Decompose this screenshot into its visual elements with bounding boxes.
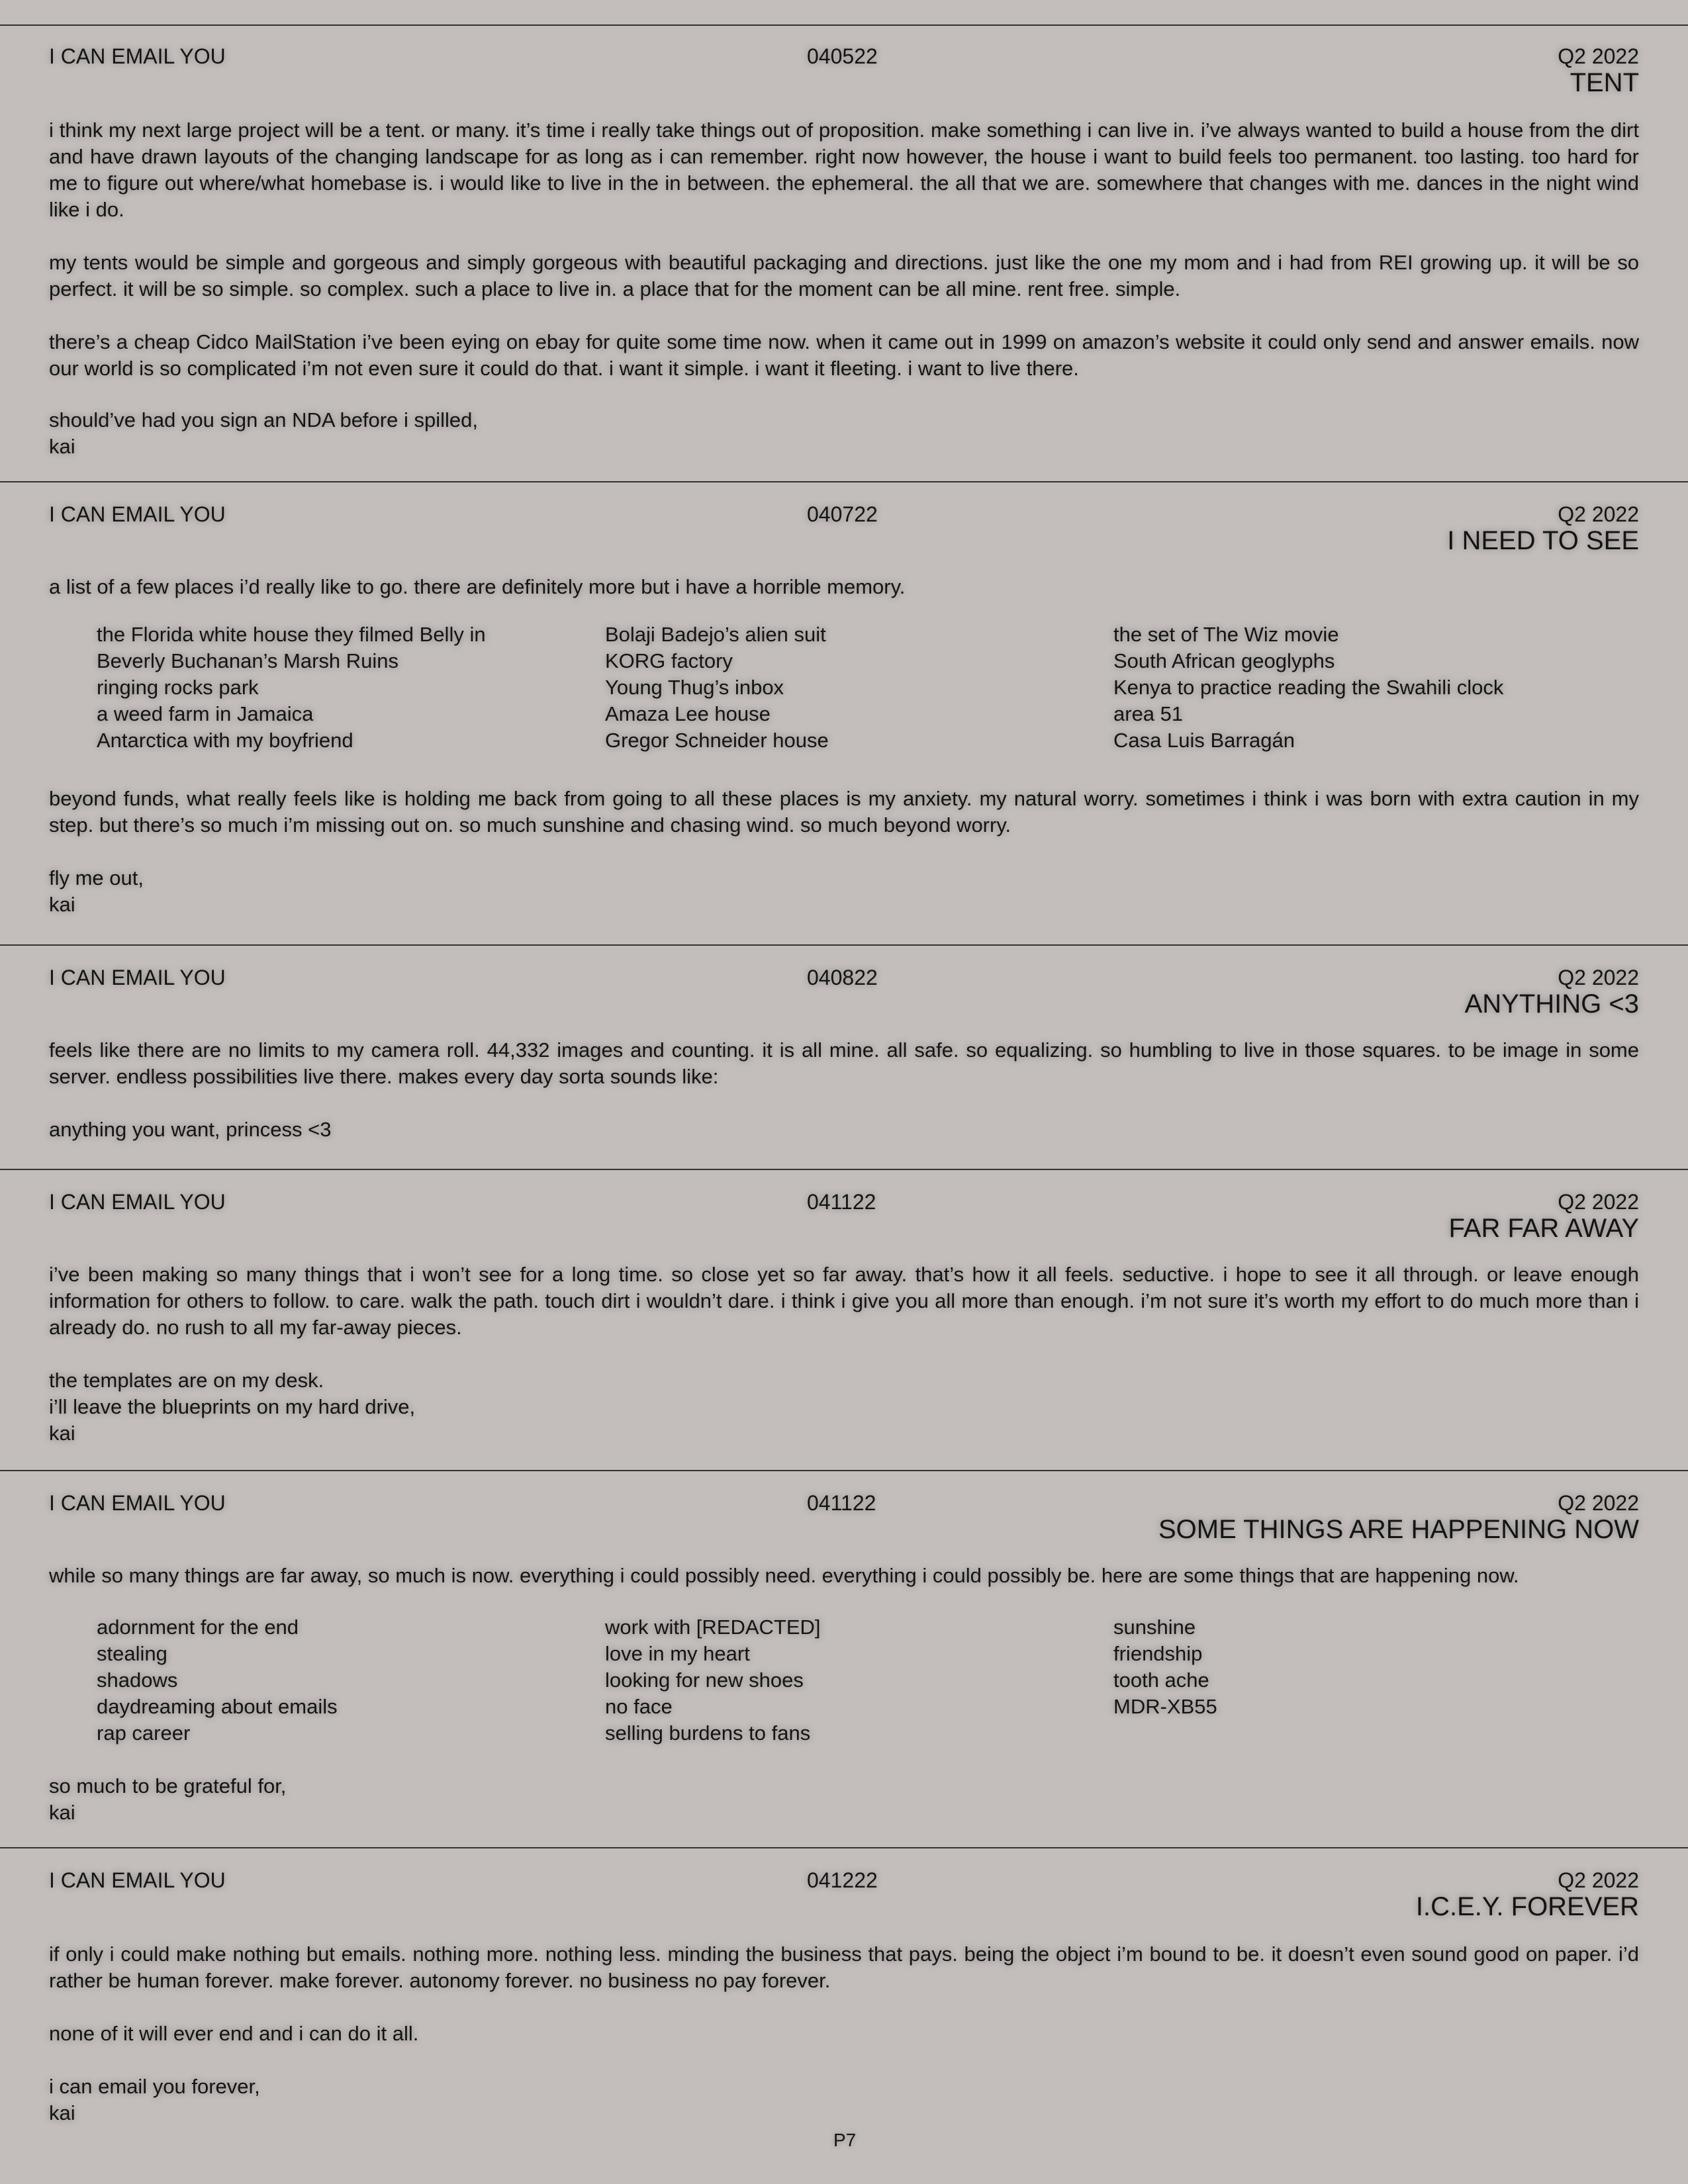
list-item: no face — [605, 1695, 673, 1718]
email-entry-some-things-happening — [0, 1470, 1688, 1848]
series-label: I CAN EMAIL YOU — [49, 44, 226, 68]
list-item: ringing rocks park — [97, 676, 259, 699]
series-label: I CAN EMAIL YOU — [49, 966, 226, 989]
list-item: tooth ache — [1113, 1668, 1209, 1692]
list-item: work with [REDACTED] — [605, 1615, 821, 1639]
series-label: I CAN EMAIL YOU — [49, 1491, 226, 1515]
list-item: sunshine — [1113, 1615, 1196, 1639]
list-item: looking for new shoes — [605, 1668, 804, 1692]
signature: kai — [49, 893, 75, 916]
list-item: Casa Luis Barragán — [1113, 729, 1295, 752]
entry-code: 040722 — [807, 502, 878, 526]
list-column — [1113, 1614, 1603, 1720]
list-item: Bolaji Badejo’s alien suit — [605, 623, 826, 646]
list-column — [1113, 621, 1603, 754]
paragraph: beyond funds, what really feels like is holding me back from going to all these places is my anxiety. my natural worry. sometimes i think i was born with extra caution in my step. but there’s so much i’m missing out on. so much sunshine and chasing wind. so much beyond worry. — [49, 787, 1639, 837]
list-item: Young Thug’s inbox — [605, 676, 784, 699]
list-column — [97, 621, 586, 754]
series-label: I CAN EMAIL YOU — [49, 1868, 226, 1892]
paragraph: if only i could make nothing but emails. nothing more. nothing less. minding the business that pays. being the object i’m bound to be. it doesn’t even sound good on paper. i’d rather be human forever. make forever. autonomy forever. no business no pay forever. — [49, 1942, 1639, 1992]
signature: kai — [49, 1422, 75, 1445]
list-item: a weed farm in Jamaica — [97, 702, 314, 725]
paragraph: none of it will ever end and i can do it all. — [49, 2022, 419, 2045]
entry-quarter: Q2 2022 — [1558, 1868, 1639, 1892]
signoff-line: anything you want, princess <3 — [49, 1118, 332, 1141]
entry-code: 040822 — [807, 966, 878, 989]
intro-text: while so many things are far away, so much is now. everything i could possibly need. everything i could possibly be. here are some things that are happening now. — [49, 1564, 1519, 1587]
entry-code: 041122 — [807, 1491, 876, 1515]
email-entry-anything — [0, 944, 1688, 1170]
list-item: Amaza Lee house — [605, 702, 771, 725]
list-item: the set of The Wiz movie — [1113, 623, 1339, 646]
list-item: selling burdens to fans — [605, 1721, 811, 1745]
paragraph: there’s a cheap Cidco MailStation i’ve been eying on ebay for quite some time now. when it came out in 1999 on amazon’s website it could only send and answer emails. now our world is so complicated i’m not even sure it could do that. i want it simple. i want it fleeting. i want to live there. — [49, 330, 1639, 380]
signature: kai — [49, 1801, 75, 1824]
series-label: I CAN EMAIL YOU — [49, 502, 226, 526]
list-item: stealing — [97, 1642, 167, 1665]
list-item: Beverly Buchanan’s Marsh Ruins — [97, 649, 399, 672]
list-item: Gregor Schneider house — [605, 729, 829, 752]
entry-quarter: Q2 2022 — [1558, 1190, 1639, 1214]
list-item: friendship — [1113, 1642, 1203, 1665]
signoff-line: fly me out, — [49, 866, 144, 889]
list-item: South African geoglyphs — [1113, 649, 1335, 672]
entry-title: TENT — [1570, 68, 1639, 97]
list-item: shadows — [97, 1668, 178, 1692]
entry-title: ANYTHING <3 — [1464, 989, 1639, 1019]
signoff-line: should’ve had you sign an NDA before i spilled, — [49, 408, 478, 432]
intro-text: a list of a few places i’d really like to go. there are definitely more but i have a horrible memory. — [49, 575, 906, 598]
entry-code: 041122 — [807, 1190, 876, 1214]
list-column — [605, 1614, 1095, 1747]
signoff-line: so much to be grateful for, — [49, 1774, 287, 1797]
list-item: rap career — [97, 1721, 191, 1745]
entry-title: SOME THINGS ARE HAPPENING NOW — [1158, 1515, 1639, 1544]
list-column — [605, 621, 1095, 754]
signature: kai — [49, 435, 75, 458]
entry-quarter: Q2 2022 — [1558, 44, 1639, 68]
entry-title: I.C.E.Y. FOREVER — [1415, 1892, 1639, 1921]
signature: kai — [49, 2101, 75, 2124]
email-entry-far-far-away — [0, 1169, 1688, 1471]
paragraph: feels like there are no limits to my camera roll. 44,332 images and counting. it is all mine. all safe. so equalizing. so humbling to live in those squares. to be image in some server. endless possibilities live there. makes every day sorta sounds like: — [49, 1038, 1639, 1088]
list-item: daydreaming about emails — [97, 1695, 338, 1718]
list-item: MDR-XB55 — [1113, 1695, 1217, 1718]
email-entry-tent — [0, 24, 1688, 481]
series-label: I CAN EMAIL YOU — [49, 1190, 226, 1214]
list-item: adornment for the end — [97, 1615, 299, 1639]
entry-code: 041222 — [807, 1868, 878, 1892]
entry-quarter: Q2 2022 — [1558, 966, 1639, 989]
signoff-line: the templates are on my desk. — [49, 1369, 324, 1392]
entry-title: FAR FAR AWAY — [1448, 1214, 1639, 1243]
page-number: P7 — [833, 2130, 857, 2150]
paragraph: i think my next large project will be a tent. or many. it’s time i really take things out of proposition. make something i can live in. i’ve always wanted to build a house from the dirt and have drawn layouts of the changing landscape for as long as i can remember. right now however, the house i want to build feels too permanent. too lasting. too hard for me to figure out where/what homebase is. i would like to live in the in between. the ephemeral. the all that we are. somewhere that changes with me. dances in the night wind like i do. — [49, 118, 1639, 221]
paragraph: my tents would be simple and gorgeous and simply gorgeous with beautiful packaging and directions. just like the one my mom and i had from REI growing up. it will be so perfect. it will be so simple. so complex. such a place to live in. a place that for the moment can be all mine. rent free. simple. — [49, 251, 1639, 300]
entry-title: I NEED TO SEE — [1447, 526, 1639, 555]
list-item: Kenya to practice reading the Swahili clock — [1113, 676, 1504, 699]
paragraph: i’ve been making so many things that i won’t see for a long time. so close yet so far away. that’s how it all feels. seductive. i hope to see it all through. or leave enough information for others to follow. to care. walk the path. touch dirt i wouldn’t dare. i think i give you all more than enough. i’m not sure it’s worth my effort to do much more than i already do. no rush to all my far-away pieces. — [49, 1263, 1639, 1339]
signoff-line: i’ll leave the blueprints on my hard drive, — [49, 1395, 416, 1418]
entry-quarter: Q2 2022 — [1558, 1491, 1639, 1515]
list-item: area 51 — [1113, 702, 1184, 725]
signoff-line: i can email you forever, — [49, 2075, 260, 2098]
list-column — [97, 1614, 586, 1747]
entry-code: 040522 — [807, 44, 878, 68]
entry-quarter: Q2 2022 — [1558, 502, 1639, 526]
list-item: Antarctica with my boyfriend — [97, 729, 353, 752]
list-item: love in my heart — [605, 1642, 750, 1665]
email-entry-icey-forever — [0, 1847, 1688, 2126]
list-item: KORG factory — [605, 649, 733, 672]
list-item: the Florida white house they filmed Belly in — [97, 623, 486, 646]
email-entry-i-need-to-see — [0, 481, 1688, 946]
